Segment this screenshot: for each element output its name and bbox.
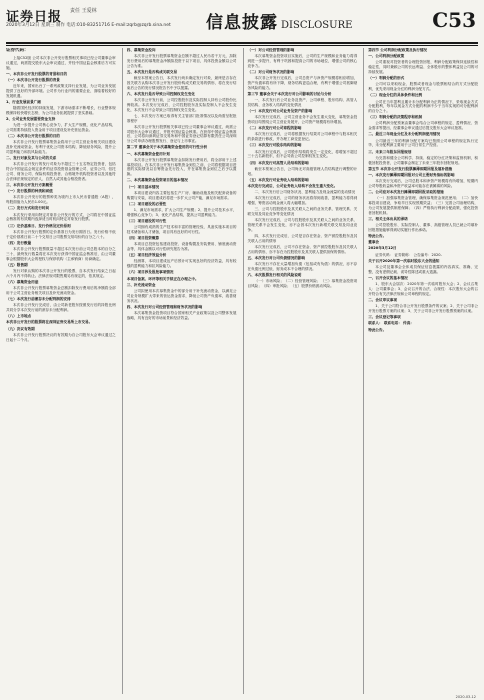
section-heading: （八）上市地点 bbox=[6, 314, 32, 319]
section-heading: （四）发行数量 bbox=[6, 240, 32, 245]
body-paragraph: 本次非公开发行股票募集资金扣除发行费用后，将全部用于上述募投项目。在本次非公开发行募集资金到位之前，公司将根据项目进度的实际情况以自筹资金先行投入，并在募集资金到位之后予以置换。 bbox=[126, 157, 237, 177]
body-paragraph: 本公司及董事会全体成员保证信息披露的内容真实、准确、完整，没有虚假记载、误导性陈述或重大遗漏。 bbox=[368, 265, 478, 274]
body-paragraph: 本次发行完成后，公司股东结构将发生一定变化，将增加不超过三十五名新股东，但不会导致公司控制权发生变化。 bbox=[247, 149, 358, 159]
section-heading: 本项目备案、环评等相关手续正在办理之中。 bbox=[126, 276, 199, 281]
body-paragraph: 本次发行完成后，公司主营业务不会发生重大变化，募集资金投资项目均围绕公司主营业务展开，公司资产规模将有所增加。 bbox=[247, 115, 358, 125]
section-heading: 2、公司业务发展需要资金支持 bbox=[6, 117, 56, 122]
section-heading: 五、本次发行对公司负债情况的影响 bbox=[247, 256, 305, 261]
column-2 bbox=[122, 48, 237, 694]
section-heading: 二、最近三年现金分红及未分配利润使用情况 bbox=[368, 132, 441, 137]
section-heading: （四）项目投资概算 bbox=[126, 236, 160, 241]
section-heading: 第二节 董事会关于本次募集资金使用的可行性分析 bbox=[126, 145, 208, 150]
section-heading: 三、本次非公开发行方案概要 bbox=[6, 183, 53, 188]
article-columns bbox=[6, 48, 478, 694]
body-paragraph: 为完善和健全公司科学、持续、稳定的分红决策和监督机制，积极回报投资者，公司董事会制定了未来三年股东回报规划。 bbox=[368, 155, 478, 165]
body-paragraph: 截至本预案公告日，公司尚无对高级管理人员结构进行调整的计划。 bbox=[247, 166, 358, 176]
body-paragraph: 本次非公开发行的发行对象为不超过三十五名特定投资者，包括符合中国证监会规定条件的证券投资基金管理公司、证券公司、信托公司、财务公司、保险机构投资者、合格境外机构投资者以及其他符合法律法规规定的法人、自然人或其他合格投资者。 bbox=[6, 162, 116, 181]
section-heading: 1、行业发展前景广阔 bbox=[6, 99, 41, 104]
section-heading: （二）发行方式和发行时间 bbox=[6, 206, 50, 211]
body-paragraph: 本次非公开发行完成后，由公司新老股东按照发行后的持股比例共同分享本次发行前的滚存未分配利润。 bbox=[6, 303, 116, 313]
body-paragraph: 公司可以采取现金、股票或者现金与股票相结合的方式分配股利，优先采用现金分红的利润分配方式。 bbox=[368, 82, 478, 92]
body-paragraph: 公司利润分配预案由董事会结合公司章程的规定、盈利情况、资金需求等提出，经董事会审议通过后提交股东大会审议批准。 bbox=[368, 121, 478, 131]
section-heading: （六）募集资金用途 bbox=[6, 279, 39, 284]
section-heading: （一）对公司经营管理的影响 bbox=[247, 48, 295, 52]
body-paragraph: 本次非公开发行完成后，公司总资产与净资产规模将相应增加，资产负债率将有所下降，财务结构更趋合理，有利于增强公司抵御财务风险的能力。 bbox=[247, 76, 358, 90]
body-paragraph: 公司最近三年的利润分配方案均已按照公司章程的规定执行完毕，未分配利润主要用于公司日常生产经营。 bbox=[368, 138, 478, 148]
section-heading: 一、本次发行摊薄即期回报对公司主要财务指标的影响 bbox=[368, 173, 455, 177]
section-heading: 二、发行对象及其与公司的关系 bbox=[6, 156, 57, 161]
body-paragraph: 本次非公开发行股票募集资金总额不超过人民币若干万元，扣除发行费用后的募集资金净额拟投资于以下项目，具体投资金额以公司公告为准。 bbox=[126, 54, 237, 68]
section-heading: 2020年3月12日 bbox=[368, 246, 397, 251]
body-paragraph: 本次非公开发行的股票种类为境内上市人民币普通股（A股），每股面值为人民币1.00元。 bbox=[6, 195, 116, 205]
body-paragraph: 公司拥有成熟的生产技术和丰富的管理经验，具备实施本项目的技术储备和人才储备，项目具有良好的可行性。 bbox=[126, 225, 237, 234]
section-heading: （三）利润分配的决策程序和机制 bbox=[368, 115, 423, 120]
body-paragraph: 证券代码： 证券简称： 公告编号：2020- bbox=[375, 252, 442, 257]
body-paragraph: 本次发行完成后，公司总股本和净资产规模将有所增加，短期内公司每股收益和净资产收益率可能存在被摊薄的风险。 bbox=[368, 179, 478, 188]
section-heading: （三）项目建设的可行性 bbox=[126, 218, 167, 223]
section-heading: （一）项目基本情况 bbox=[126, 184, 160, 189]
body-paragraph: 公司在当年盈利且累计未分配利润为正的情况下，采取现金方式分配股利，每年以现金方式分配的利润不少于当年实现的可分配利润的百分之十。 bbox=[368, 99, 478, 114]
column-4 bbox=[363, 48, 478, 694]
issue-info: 2020年3月12日 星期三 制作 电话:010-83251716 E-mail:zqrb@zqrb.sina.net bbox=[6, 23, 171, 28]
body-paragraph: 一、本次发行后公司业务及资产、公司章程、股东结构、高管人员结构、业务收入结构的变化情况 bbox=[247, 98, 358, 107]
section-heading: 关于召开2020年第一次临时股东大会的通知 bbox=[368, 258, 440, 263]
section-heading: 四、募集资金投向 bbox=[126, 48, 156, 52]
section-heading: 一、召开会议的基本情况 bbox=[368, 276, 408, 281]
body-paragraph: 本次非公开发行股票的定价基准日为发行期首日。发行价格不低于定价基准日前二十个交易日公司股票交易均价的百分之八十。 bbox=[6, 229, 116, 239]
section-heading: 第五节 本次非公开发行股票摊薄即期回报及填补措施 bbox=[368, 166, 453, 171]
body-paragraph: 为进一步提升公司核心竞争力，扩大生产规模，优化产品结构，公司需要持续投入资金用于项目建设及补充营运资金。 bbox=[6, 123, 116, 133]
section-heading: （二）现金分红的具体条件和比例 bbox=[368, 93, 423, 98]
body-paragraph: 本次募集资金投资项目符合国家相关产业政策以及公司整体发展战略，具有良好的市场前景和经济效益。 bbox=[126, 311, 237, 320]
body-paragraph: 本次非公开发行股票决议的有效期为自公司股东大会审议通过之日起十二个月。 bbox=[6, 332, 116, 342]
body-paragraph: 本次发行完成后，公司不存在资金、资产被控股股东及其关联人占用的情形，亦不存在为控股股东及其关联人提供担保的情形。 bbox=[247, 245, 358, 254]
section-heading: （一）本次发行对公司业务及资产的影响 bbox=[247, 109, 313, 114]
body-paragraph: 本次非公开发行股票募集资金总额扣除发行费用后的净额将全部用于公司主营业务相关项目及补充流动资金。 bbox=[6, 286, 116, 295]
section-heading: 二、本次募集资金投资项目的基本情况 bbox=[126, 178, 188, 183]
section-heading: 三、补充流动资金 bbox=[126, 282, 156, 287]
body-paragraph: 本次非公开发行股票数量不超过本次发行前公司总股本的百分之三十，最终发行数量将在本次发行获得中国证监会核准后，由公司董事会根据股东大会的授权与保荐机构（主承销商）协商确定。 bbox=[6, 246, 116, 261]
section-heading: 一、本次募集资金使用计划 bbox=[126, 151, 170, 156]
section-heading: 特此公告。 bbox=[368, 234, 387, 239]
body-paragraph: 随着国民经济的持续发展，下游市场需求不断增长，行业整体规模保持较快增长态势，为公司业务拓展提供了坚实基础。 bbox=[6, 106, 116, 115]
body-paragraph: 截至本预案公告日，本次发行尚未确定发行对象，最终是否存在因关联方认购本次非公开发行股份构成关联交易的情形，将在发行结束后公告的发行情况报告书中予以披露。 bbox=[126, 76, 237, 90]
body-paragraph: 公司重视对投资者的合理投资回报，利润分配政策保持连续性和稳定性，同时兼顾公司的长远利益、全体股东的整体利益及公司的可持续发展。 bbox=[368, 60, 478, 74]
body-paragraph: 本次发行不存在大量增加负债（包括或有负债）的情况，亦不存在负债比例过低、财务成本不合理的情况。 bbox=[247, 262, 358, 272]
body-paragraph: 本次非公开发行前，公司控股股东及实际控制人持有公司股份比例较高。本次发行完成后，公司控股股东及实际控制人不会发生变化，本次发行不会导致公司控制权发生变化。 bbox=[126, 98, 237, 112]
body-paragraph: 本次发行完成后，公司将根据发行结果对公司章程中与股本相关的条款进行修改，并办理工商变更登记。 bbox=[247, 132, 358, 142]
section-heading: （二）本次发行对公司章程的影响 bbox=[247, 126, 302, 131]
body-paragraph: 三、公司与控股股东及其关联人之间的业务关系、管理关系、关联交易及同业竞争等变化情况 bbox=[247, 207, 358, 217]
section-heading: （四）本次发行对高管人员结构的影响 bbox=[247, 160, 309, 165]
newspaper-logo: 证券日报 bbox=[6, 10, 63, 25]
section-heading: 六、本次股票发行相关的风险说明 bbox=[247, 273, 302, 278]
header-rule-thin bbox=[6, 45, 478, 46]
section-heading: （五）项目经济效益分析 bbox=[126, 253, 167, 258]
body-paragraph: 本次发行完成后，公司的财务状况将得到改善，盈利能力将得到增强，筹资活动现金流入将大幅增加。 bbox=[247, 196, 358, 206]
body-paragraph: 七、本次发行方案已取得有关主管部门批准情况以及尚需呈报批准程序 bbox=[126, 113, 237, 123]
section-heading: （三）定价基准日、发行价格及定价原则 bbox=[6, 223, 71, 228]
section-heading: 联系人： 联系电话： 传真： bbox=[368, 321, 414, 326]
section-heading: 六、本次发行是否导致公司控制权发生变化 bbox=[126, 91, 196, 96]
section-heading: （一）利润分配的形式 bbox=[368, 76, 405, 81]
section-heading: 本次非公开发行的股票将在深圳证券交易所上市交易。 bbox=[6, 320, 93, 325]
masthead bbox=[6, 4, 478, 42]
body-paragraph: 公司拟使用本次募集资金中的部分用于补充流动资金，以满足公司业务规模扩大带来的营运资金需求，降低公司资产负债率，改善财务状况。 bbox=[126, 289, 237, 303]
section-heading: （九）决议有效期 bbox=[6, 326, 35, 331]
body-paragraph: 本次发行完成后，公司与控股股东及其关联人之间的业务关系、管理关系不会发生变化，亦不会因本次发行新增关联交易及同业竞争。 bbox=[247, 218, 358, 232]
body-paragraph: 1、关于公司符合非公开发行股票条件的议案；2、关于公司非公开发行股票方案的议案；3、关于公司非公开发行股票预案的议案。 bbox=[368, 304, 478, 313]
body-paragraph: 本次非公开发行股票相关事项已经公司董事会审议通过，尚需公司股东大会审议通过，并报中国证监会核准。在获得中国证监会核准后，公司将向深圳证券交易所和中国证券登记结算有限责任公司深圳分公司申请办理股票发行、登记与上市事宜。 bbox=[126, 124, 237, 144]
body-paragraph: 本次募集资金投资项目实施后，公司的生产规模和业务能力将得到进一步提升，有利于巩固和提高公司的市场地位，增强公司的核心竞争力。 bbox=[247, 54, 358, 68]
body-paragraph: 本次非公开发行股票募集资金将用于公司主营业务相关项目建设及补充流动资金，有利于优化公司资本结构，降低财务风险，提升公司盈利能力和抗风险能力。 bbox=[6, 140, 116, 155]
section-heading: 三、会议登记等事项 bbox=[368, 315, 401, 320]
section-heading: 二、公司应对本次发行摊薄即期回报采取的措施 bbox=[368, 190, 444, 195]
body-paragraph: 发行对象认购的本次非公开发行的股票，自本次发行结束之日起六个月内不得转让。法律法规对限售期另有规定的，依其规定。 bbox=[6, 268, 116, 278]
page-footer: 2020-03-12 bbox=[455, 695, 476, 699]
section-heading: （一）发行股票的种类和面值 bbox=[6, 189, 53, 194]
section-heading: 三、未来三年股东回报规划 bbox=[368, 149, 412, 154]
section-heading: 三、相关主体出具的承诺 bbox=[368, 216, 408, 221]
body-paragraph: 本项目建设内容主要包括生产厂房、辅助设施及相关配套设备的购置与安装，项目建成后将进一步扩大公司产能，满足市场需求。 bbox=[126, 190, 237, 200]
section-heading: 一、公司利润分配政策 bbox=[368, 54, 405, 59]
section-title-cn: 信息披露 bbox=[206, 13, 278, 33]
body-paragraph: （一）加强募集资金管理，确保募集资金规范使用；（二）加快募投项目建设，争取早日实现预期效益；（三）完善公司治理结构，为公司发展提供制度保障；（四）严格执行利润分配政策，强化投资者回报机制。 bbox=[368, 196, 478, 215]
column-3 bbox=[243, 48, 358, 694]
section-heading: （二）对公司财务状况的影响 bbox=[247, 69, 295, 74]
section-heading: 董事会 bbox=[368, 240, 380, 245]
section-title-en: DISCLOSURE bbox=[281, 20, 353, 31]
section-heading: 第三节 董事会关于本次发行对公司影响的讨论与分析 bbox=[247, 91, 332, 96]
section-heading: （二）项目建设的必要性 bbox=[126, 201, 167, 206]
section-heading: 二、会议审议事项 bbox=[368, 298, 397, 302]
section-heading: 一、本次非公开发行股票的背景和目的 bbox=[6, 71, 68, 76]
column-1 bbox=[6, 48, 116, 694]
body-paragraph: 本次发行采用向特定对象非公开发行的方式，公司将在中国证监会核准的有效期内选择适当时机向特定对象发行股票。 bbox=[6, 212, 116, 222]
body-paragraph: （一）市场风险；（二）经营管理风险；（三）募集资金投资项目风险；（四）审批风险；（五）股票价格波动风险。 bbox=[247, 279, 358, 289]
header-rule bbox=[6, 42, 478, 44]
section-heading: （六）项目涉及报批事项情况 bbox=[126, 270, 174, 275]
body-paragraph: 经测算，本项目建成达产后预计可实现良好的经济效益，具有较强的盈利能力和抗风险能力。 bbox=[126, 259, 237, 269]
section-heading: 特此公告。 bbox=[368, 327, 387, 332]
body-paragraph: 公司控股股东、实际控制人、董事、高级管理人员已就公司填补回报措施能够得到切实履行作出承诺。 bbox=[368, 223, 478, 232]
body-paragraph: 1、股东大会届次：2020年第一次临时股东大会；2、会议召集人：公司董事会；3、会议召开的合法、合规性：本次股东大会的召开符合有关法律法规和公司章程的规定。 bbox=[368, 282, 478, 296]
body-paragraph: 四、本次发行完成后，公司是否存在资金、资产被控股股东及其关联人占用的情形 bbox=[247, 234, 358, 243]
body-paragraph: 1、满足市场需求，扩大公司生产规模；2、提升公司技术水平，增强核心竞争力；3、优化产品结构，提高公司盈利能力。 bbox=[126, 207, 237, 217]
section-heading: （五）本次发行对业务收入结构的影响 bbox=[247, 177, 309, 182]
body-paragraph: 本项目总投资包括建设投资、设备购置及安装费用、铺底流动资金等，具体金额以可行性研究报告为准。 bbox=[126, 242, 237, 252]
column-header: 证券代码： bbox=[6, 48, 29, 53]
section-heading: （二）本次非公开发行股票的目的 bbox=[6, 134, 60, 139]
section-heading: 四、本次发行对公司经营管理和财务状况的影响 bbox=[126, 304, 203, 309]
section-heading: 五、本次发行是否构成关联交易 bbox=[126, 69, 178, 74]
section-heading: （三）本次发行对股东结构的影响 bbox=[247, 143, 302, 148]
section-heading: （五）限售期 bbox=[6, 262, 28, 267]
body-paragraph: 上接C52版 公司本次非公开发行股票相关事项已经公司董事会审议通过，尚需提交股东大会审议通过，并经中国证监会核准后方可实施。 bbox=[6, 56, 116, 70]
section-heading: 第四节 公司利润分配政策及执行情况 bbox=[368, 48, 428, 52]
body-paragraph: 近年来，国家出台了一系列政策支持行业发展，为公司业务发展提供了良好的外部环境。公司作为行业内的重要企业，面临着较好的发展机遇。 bbox=[6, 84, 116, 98]
section-heading: （一）本次非公开发行股票的背景 bbox=[6, 77, 60, 82]
section-title bbox=[206, 8, 352, 33]
editor-credit: 责任 王爱林 bbox=[70, 8, 97, 14]
section-heading: 本次发行完成后，公司业务收入结构不会发生重大变化。 bbox=[247, 183, 338, 188]
body-paragraph: 二、本次发行后公司财务状况、盈利能力及现金流量的变动情况 bbox=[254, 190, 356, 195]
page-number: C53 bbox=[432, 8, 476, 32]
section-heading: （七）本次发行前滚存未分配利润的安排 bbox=[6, 297, 71, 302]
